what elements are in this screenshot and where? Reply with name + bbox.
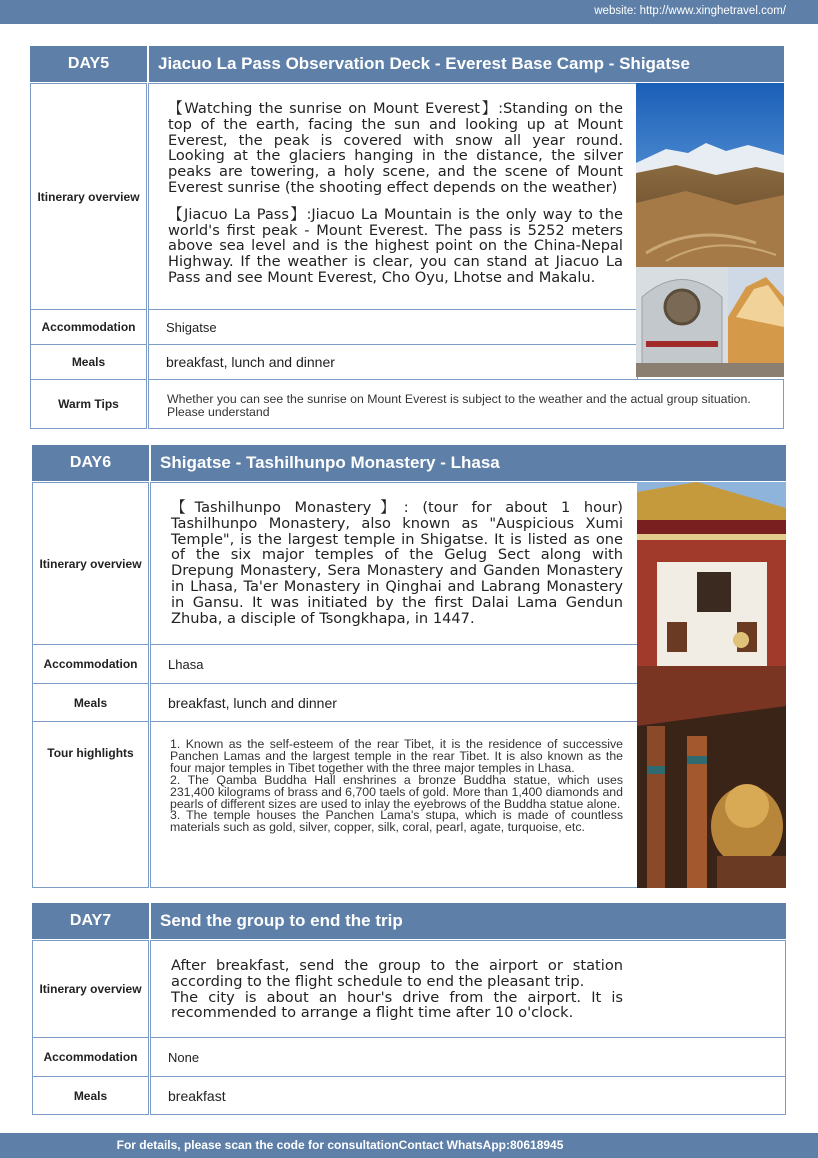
highlight-item: 1. Known as the self-esteem of the rear Tibet, it is the residence of successive Panchen Lamas and the largest temple in the rear Tibet. It is also known as the four major temples in Tibet together with the three major temples in Lhasa. bbox=[170, 737, 623, 775]
day7-accommodation-value: None bbox=[150, 1037, 786, 1077]
day6-highlights-text bbox=[170, 739, 623, 834]
day6-interior-image bbox=[637, 666, 786, 888]
contact-footer: For details, please scan the code for consultationContact WhatsApp:80618945 bbox=[116, 1138, 564, 1152]
day6-overview-cell bbox=[150, 482, 638, 645]
day5-block bbox=[30, 46, 784, 429]
day5-title: Jiacuo La Pass Observation Deck - Everest Base Camp - Shigatse bbox=[149, 46, 784, 82]
day5-tips-label: Warm Tips bbox=[30, 379, 147, 429]
day6-accommodation-value: Lhasa bbox=[150, 644, 638, 684]
day7-accommodation-label: Accommodation bbox=[32, 1037, 149, 1077]
day5-overview-text bbox=[168, 101, 623, 286]
day7-block bbox=[32, 903, 786, 1115]
day5-everest-image bbox=[636, 83, 784, 267]
day6-block bbox=[32, 445, 786, 888]
day7-overview-text bbox=[171, 958, 623, 1021]
day6-title: Shigatse - Tashilhunpo Monastery - Lhasa bbox=[151, 445, 786, 481]
day6-overview-paragraph: 【Tashilhunpo Monastery】: (tour for about 1 hour) Tashilhunpo Monastery, also known as "Auspicious Xumi Temple", is the largest temple in Shigatse. It is listed as one of the six major temples of the Gelug Sect along with Drepung Monastery, Sera Monastery and Ganden Monastery in Lhasa, Ta'er Monastery in Qinghai and Labrang Monastery in Gansu. It was initiated by the first Dalai Lama Gendun Zhuba, a disciple of Tsongkhapa, in 1447. bbox=[171, 499, 623, 627]
website-link[interactable]: website: http://www.xinghetravel.com/ bbox=[594, 5, 786, 17]
day7-title: Send the group to end the trip bbox=[151, 903, 786, 939]
highlight-item: 2. The Qamba Buddha Hall enshrines a bronze Buddha statue, which uses 231,400 kilograms of brass and 6,700 taels of gold. More than 1,400 diamonds and pearls of different sizes are used to inlay the eyebrows of the Buddha statue alone. bbox=[170, 772, 623, 811]
day5-overview-paragraph: 【Jiacuo La Pass】:Jiacuo La Mountain is the only way to the world's first peak - Mount Everest. The pass is 5252 meters above sea level and is the highest point on the China-Nepal Highway. If the weather is clear, you can stand at Jiacuo La Pass and see Mount Everest, Cho Oyu, Lhotse and Makalu. bbox=[168, 205, 623, 286]
bottom-bar bbox=[0, 1133, 818, 1158]
day6-label: DAY6 bbox=[32, 445, 149, 481]
day5-meals-value: breakfast, lunch and dinner bbox=[148, 344, 638, 380]
day6-meals-value: breakfast, lunch and dinner bbox=[150, 683, 638, 722]
day5-monument-image bbox=[636, 267, 784, 377]
day5-overview-label: Itinerary overview bbox=[30, 83, 147, 310]
day5-label: DAY5 bbox=[30, 46, 147, 82]
day6-meals-label: Meals bbox=[32, 683, 149, 722]
day5-accommodation-value: Shigatse bbox=[148, 309, 638, 345]
day7-meals-label: Meals bbox=[32, 1076, 149, 1115]
day5-tips-text: Whether you can see the sunrise on Mount Everest is subject to the weather and the actual group situation. Please understand bbox=[167, 392, 751, 419]
day5-overview-paragraph: 【Watching the sunrise on Mount Everest】:Standing on the top of the earth, facing the sun and looking up at Mount Everest, the peak is covered with snow all year round. Looking at the glaciers hanging in the distance, the silver peaks are towering, a holy scene, and the scene of Mount Everest sunrise (the shooting effect depends on the weather) bbox=[168, 100, 623, 196]
day5-tips-cell bbox=[148, 379, 784, 429]
highlight-item: 3. The temple houses the Panchen Lama's stupa, which is made of countless materials such as gold, silver, copper, silk, coral, pearl, agate, turquoise, etc. bbox=[170, 808, 623, 835]
day7-overview-cell bbox=[150, 940, 786, 1038]
day6-overview-label: Itinerary overview bbox=[32, 482, 149, 645]
day6-overview-text bbox=[171, 500, 623, 626]
day6-monastery-image bbox=[637, 482, 786, 666]
day7-overview-paragraph: After breakfast, send the group to the airport or station according to the flight schedule to end the pleasant trip. bbox=[171, 957, 623, 990]
day5-overview-cell bbox=[148, 83, 638, 310]
day6-highlights-label: Tour highlights bbox=[32, 721, 149, 888]
day6-accommodation-label: Accommodation bbox=[32, 644, 149, 684]
day7-label: DAY7 bbox=[32, 903, 149, 939]
day5-meals-label: Meals bbox=[30, 344, 147, 380]
day7-overview-label: Itinerary overview bbox=[32, 940, 149, 1038]
day7-meals-value: breakfast bbox=[150, 1076, 786, 1115]
day6-highlights-cell bbox=[150, 721, 638, 888]
day5-accommodation-label: Accommodation bbox=[30, 309, 147, 345]
day7-overview-paragraph: The city is about an hour's drive from the airport. It is recommended to arrange a flight time after 10 o'clock. bbox=[171, 988, 623, 1022]
top-bar bbox=[0, 0, 818, 24]
